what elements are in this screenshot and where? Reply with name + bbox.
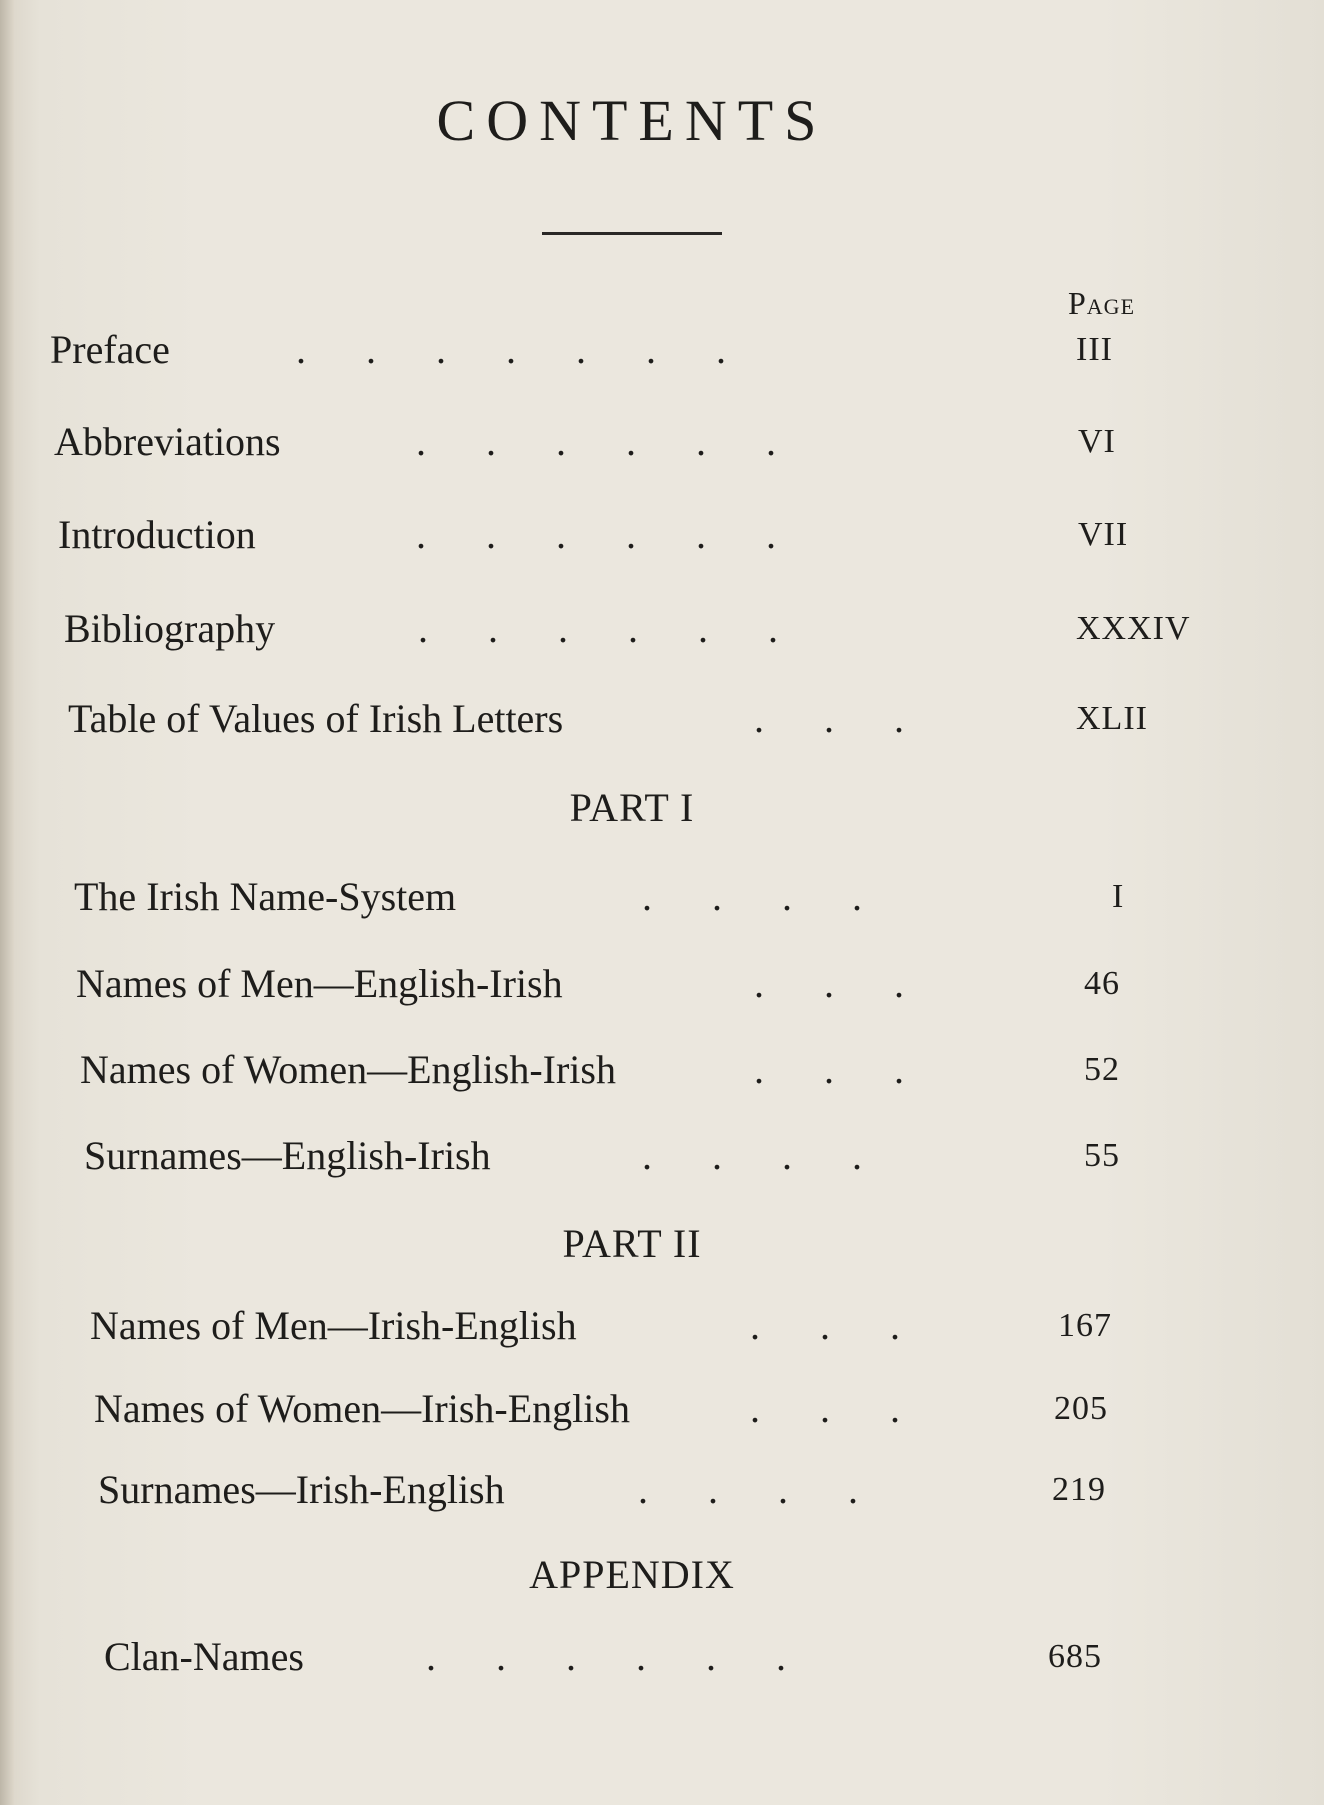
toc-entry-bibliography: [0, 604, 1264, 654]
toc-entry-label: Names of Men—Irish-English: [90, 1303, 577, 1348]
toc-entry-page: VII: [1078, 516, 1129, 553]
title-rule: [542, 232, 722, 235]
toc-entry-women-irish-english: [0, 1384, 1264, 1434]
leader-dots: . . .: [750, 1386, 900, 1431]
toc-entry-page: 55: [1084, 1137, 1120, 1174]
toc-entry-label: The Irish Name-System: [74, 874, 457, 919]
toc-entry-women-english-irish: [0, 1045, 1264, 1095]
toc-entry-clan-names: [0, 1632, 1264, 1682]
toc-entry-page: 685: [1048, 1638, 1102, 1675]
toc-entry-label: Table of Values of Irish Letters: [68, 696, 564, 741]
page-title: CONTENTS: [436, 88, 828, 153]
toc-entry-page: I: [1112, 878, 1125, 915]
toc-entry-label: Bibliography: [64, 606, 276, 651]
part-two-heading: PART II: [562, 1221, 702, 1266]
toc-entry-men-english-irish: [0, 959, 1264, 1009]
toc-entry-page: 52: [1084, 1051, 1120, 1088]
leader-dots: . . . . . . .: [296, 327, 726, 372]
appendix-heading: APPENDIX: [529, 1552, 735, 1597]
page-column-heading: Page: [1068, 285, 1136, 321]
leader-dots: . . . . . .: [418, 606, 778, 651]
leader-dots: . . . .: [638, 1467, 858, 1512]
leader-dots: . . .: [754, 961, 904, 1006]
toc-entry-page: 46: [1084, 965, 1120, 1002]
toc-entry-label: Introduction: [58, 512, 256, 557]
toc-entry-page: 167: [1058, 1307, 1112, 1344]
toc-entry-label: Names of Men—English-Irish: [76, 961, 563, 1006]
toc-entry-page: VI: [1078, 423, 1116, 460]
toc-entry-page: 219: [1052, 1471, 1106, 1508]
leader-dots: . . . .: [642, 1133, 862, 1178]
toc-entry-name-system: [0, 872, 1264, 922]
leader-dots: . . .: [754, 696, 904, 741]
leader-dots: . . . . . .: [426, 1634, 786, 1679]
toc-entry-page: III: [1076, 331, 1113, 368]
toc-entry-page: 205: [1054, 1390, 1108, 1427]
toc-entry-surnames-english-irish: [0, 1131, 1264, 1181]
toc-entry-label: Preface: [50, 327, 170, 372]
toc-entry-abbreviations: [0, 417, 1264, 467]
toc-entry-label: Clan-Names: [104, 1634, 304, 1679]
toc-entry-label: Names of Women—Irish-English: [94, 1386, 630, 1431]
toc-entry-page: XLII: [1076, 700, 1148, 737]
leader-dots: . . . . . .: [416, 512, 776, 557]
leader-dots: . . .: [750, 1303, 900, 1348]
toc-entry-surnames-irish-english: [0, 1465, 1264, 1515]
toc-entry-men-irish-english: [0, 1301, 1264, 1351]
toc-entry-label: Abbreviations: [54, 419, 281, 464]
toc-entry-introduction: [0, 510, 1264, 560]
leader-dots: . . .: [754, 1047, 904, 1092]
toc-entry-label: Surnames—Irish-English: [98, 1467, 505, 1512]
toc-entry-irish-letters: [0, 694, 1264, 744]
toc-entry-page: XXXIV: [1076, 610, 1191, 647]
toc-entry-preface: [0, 325, 1264, 375]
part-one-heading: PART I: [569, 785, 695, 830]
leader-dots: . . . . . .: [416, 419, 776, 464]
leader-dots: . . . .: [642, 874, 862, 919]
toc-entry-label: Surnames—English-Irish: [84, 1133, 491, 1178]
toc-entry-label: Names of Women—English-Irish: [80, 1047, 616, 1092]
